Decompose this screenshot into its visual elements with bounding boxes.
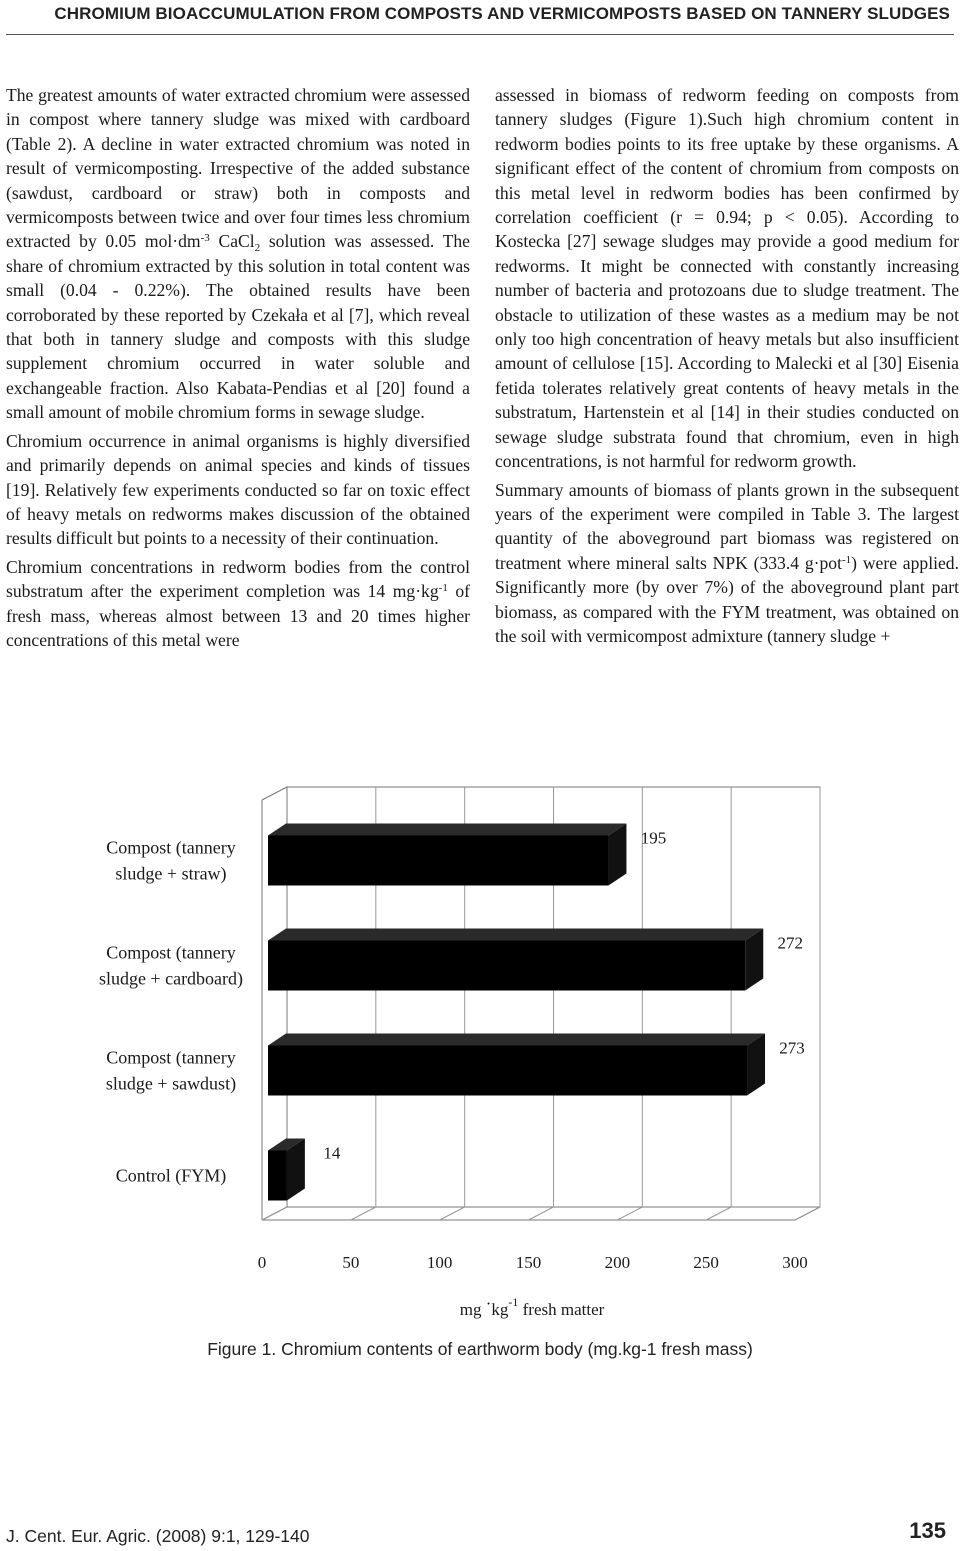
figure-caption: Figure 1. Chromium contents of earthworm body (mg.kg-1 fresh mass) (207, 1339, 753, 1359)
page-number: 135 (909, 1518, 946, 1543)
bar (268, 941, 745, 991)
right-column (495, 83, 959, 648)
x-tick-label: 100 (426, 1253, 453, 1272)
category-label: Control (FYM) (115, 1165, 227, 1186)
plot-depth-edge-top (262, 787, 287, 800)
left-paragraph-3: Chromium concentrations in redworm bodies from the control substratum after the experiment completion was 14 $mg\cdot kg^{-1}$ of fresh mass, whereas almost between 13 and 20 times higher concentrations of this metal were (6, 556, 470, 650)
category-label: sludge + cardboard) (98, 968, 244, 989)
left-column (6, 83, 470, 652)
bar-top-face (268, 1034, 765, 1046)
category-label: sludge + sawdust) (105, 1073, 237, 1094)
x-tick-label: 200 (604, 1253, 631, 1272)
header-rule (6, 34, 954, 35)
bar (268, 1151, 287, 1201)
floor-gridline (440, 1207, 465, 1220)
journal-citation: J. Cent. Eur. Agric. (2008) 9:1, 129-140 (6, 1526, 310, 1546)
left-paragraph-1: The greatest amounts of water extracted chromium were assessed in compost where tannery sludge was mixed with cardboard (Table 2). A decline in water extracted chromium was noted in result of vermicomposting. Irrespective of the added substance (sawdust, cardboard or straw) both in composts and vermicomposts between twice and over four times less chromium extracted by 0.05 $mol\cdot dm^{-3}$ CaCl$_2$ solution was assessed. The share of chromium extracted by this solution in total content was small (0.04 - 0.22%). The obtained results have been corroborated by these reported by Czekała et al [7], which reveal that both in tannery sludge and composts with this sludge supplement chromium occurred in water soluble and exchangeable fraction. Also Kabata-Pendias et al [20] found a small amount of mobile chromium forms in sewage sludge. (6, 85, 470, 423)
bar-value-label: 273 (779, 1038, 805, 1058)
bar (268, 1046, 747, 1096)
floor-gridline (351, 1207, 376, 1220)
bar-value-label: 14 (323, 1143, 341, 1163)
floor-gridline (262, 1207, 287, 1220)
x-tick-label: 150 (515, 1253, 542, 1272)
bar-value-label: 272 (777, 933, 804, 953)
figure-1-chart (0, 780, 960, 1320)
x-axis-label: mg $\cdot kg^{-1}$ fresh matter (459, 1294, 605, 1319)
x-tick-label: 0 (257, 1253, 267, 1272)
bar-top-face (268, 929, 763, 941)
bar-top-face (268, 824, 626, 836)
floor-gridline (529, 1207, 554, 1220)
right-paragraph-1: assessed in biomass of redworm feeding on composts from tannery sludges (Figure 1).Such high chromium content in redworm bodies points to its free uptake by these organisms. A significant effect of the content of chromium from composts on this metal level in redworm bodies has been confirmed by correlation coefficient (r = 0.94; p < 0.05). According to Kostecka [27] sewage sludges may provide a good medium for redworms. It might be connected with constantly increasing number of bacteria and protozoans due to sludge treatment. The obstacle to utilization of these wastes as a medium may be not only too high concentration of heavy metals but also insufficient amount of cellulose [15]. According to Malecki et al [30] Eisenia fetida tolerates relatively great contents of heavy metals in the substratum, Hartenstein et al [14] in their studies conducted on sewage sludge substrata found that chromium, even in high concentrations, is not harmful for redworm growth. (495, 85, 959, 472)
x-tick-label: 50 (342, 1253, 360, 1272)
x-tick-label: 250 (693, 1253, 719, 1272)
category-label: Compost (tannery (106, 1047, 236, 1068)
floor-gridline (617, 1207, 642, 1220)
bar (268, 836, 608, 886)
category-label: Compost (tannery (106, 837, 236, 858)
category-label: Compost (tannery (106, 942, 236, 963)
bar-value-label: 195 (640, 828, 667, 848)
floor-gridline (706, 1207, 731, 1220)
left-paragraph-2: Chromium occurrence in animal organisms is highly diversified and primarily depends on animal species and kinds of tissues [19]. Relatively few experiments conducted so far on toxic effect of heavy metals on redworms makes discussion of the obtained results difficult but points to a necessity of their continuation. (6, 430, 470, 549)
right-paragraph-2: Summary amounts of biomass of plants grown in the subsequent years of the experiment were compiled in Table 3. The largest quantity of the aboveground part biomass was registered on treatment where mineral salts NPK (333.4 g·pot$^{-1}$) were applied. Significantly more (by over 7%) of the aboveground plant part biomass, as compared with the FYM treatment, was obtained on the soil with vermicompost admixture (tannery sludge + (495, 479, 959, 646)
bar-chart-svg (0, 780, 960, 1320)
category-label: sludge + straw) (115, 863, 227, 884)
floor-gridline (795, 1207, 820, 1220)
x-tick-label: 300 (782, 1253, 808, 1272)
running-head: CHROMIUM BIOACCUMULATION FROM COMPOSTS AND VERMICOMPOSTS BASED ON TANNERY SLUDGES (54, 4, 950, 23)
